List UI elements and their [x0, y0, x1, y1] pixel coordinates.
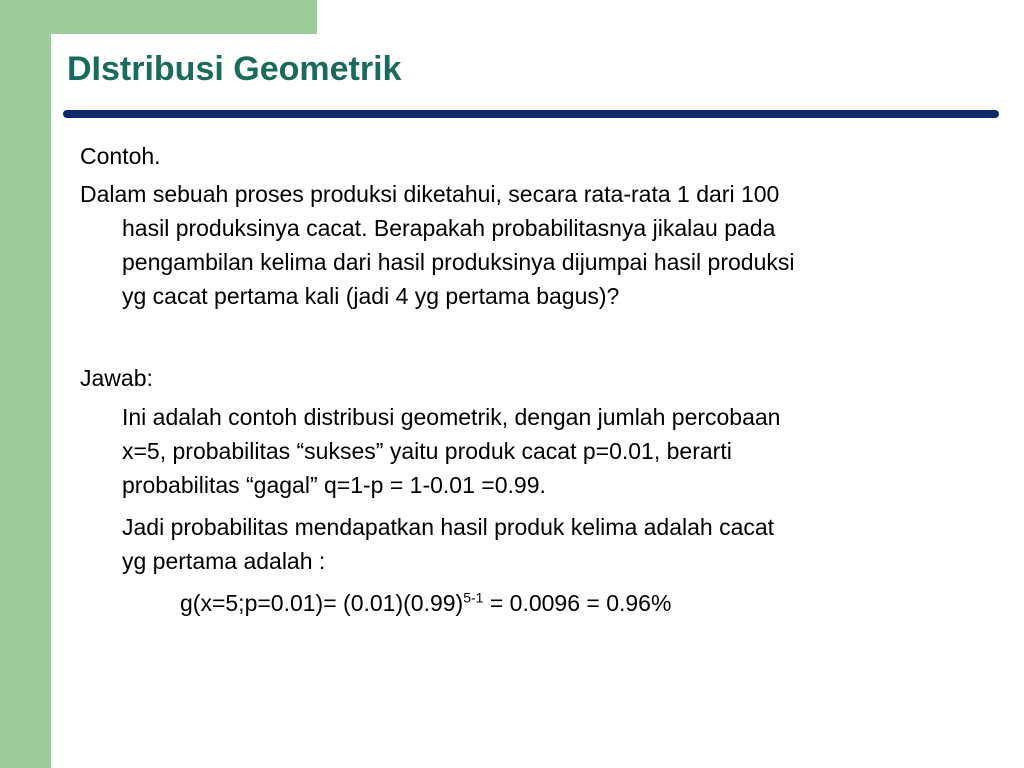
answer-line: yg pertama adalah : — [122, 548, 326, 574]
problem-line: yg cacat pertama kali (jadi 4 yg pertama bagus)? — [122, 283, 620, 309]
slide-title: DIstribusi Geometrik — [67, 50, 402, 88]
formula — [180, 586, 671, 620]
jawab-label: Jawab: — [80, 365, 153, 391]
top-accent-band — [51, 0, 317, 34]
problem-line: hasil produksinya cacat. Berapakah probabilitasnya jikalau pada — [122, 215, 776, 241]
answer-line: Jadi probabilitas mendapatkan hasil produk kelima adalah cacat — [122, 514, 775, 540]
problem-line: Dalam sebuah proses produksi diketahui, secara rata-rata 1 dari 100 — [80, 181, 780, 207]
left-accent-bar — [0, 0, 51, 768]
answer-line: Ini adalah contoh distribusi geometrik, dengan jumlah percobaan — [122, 404, 781, 430]
answer-line: probabilitas “gagal” q=1-p = 1-0.01 =0.99. — [122, 472, 546, 498]
formula-result: = 0.0096 = 0.96% — [483, 590, 672, 616]
problem-line: pengambilan kelima dari hasil produksinya dijumpai hasil produksi — [122, 249, 795, 275]
contoh-label: Contoh. — [80, 143, 161, 169]
formula-main: g(x=5;p=0.01)= (0.01)(0.99) — [180, 590, 464, 616]
title-underline — [63, 110, 999, 118]
answer-line: x=5, probabilitas “sukses” yaitu produk cacat p=0.01, berarti — [122, 438, 732, 464]
formula-exponent: 5-1 — [463, 589, 484, 606]
